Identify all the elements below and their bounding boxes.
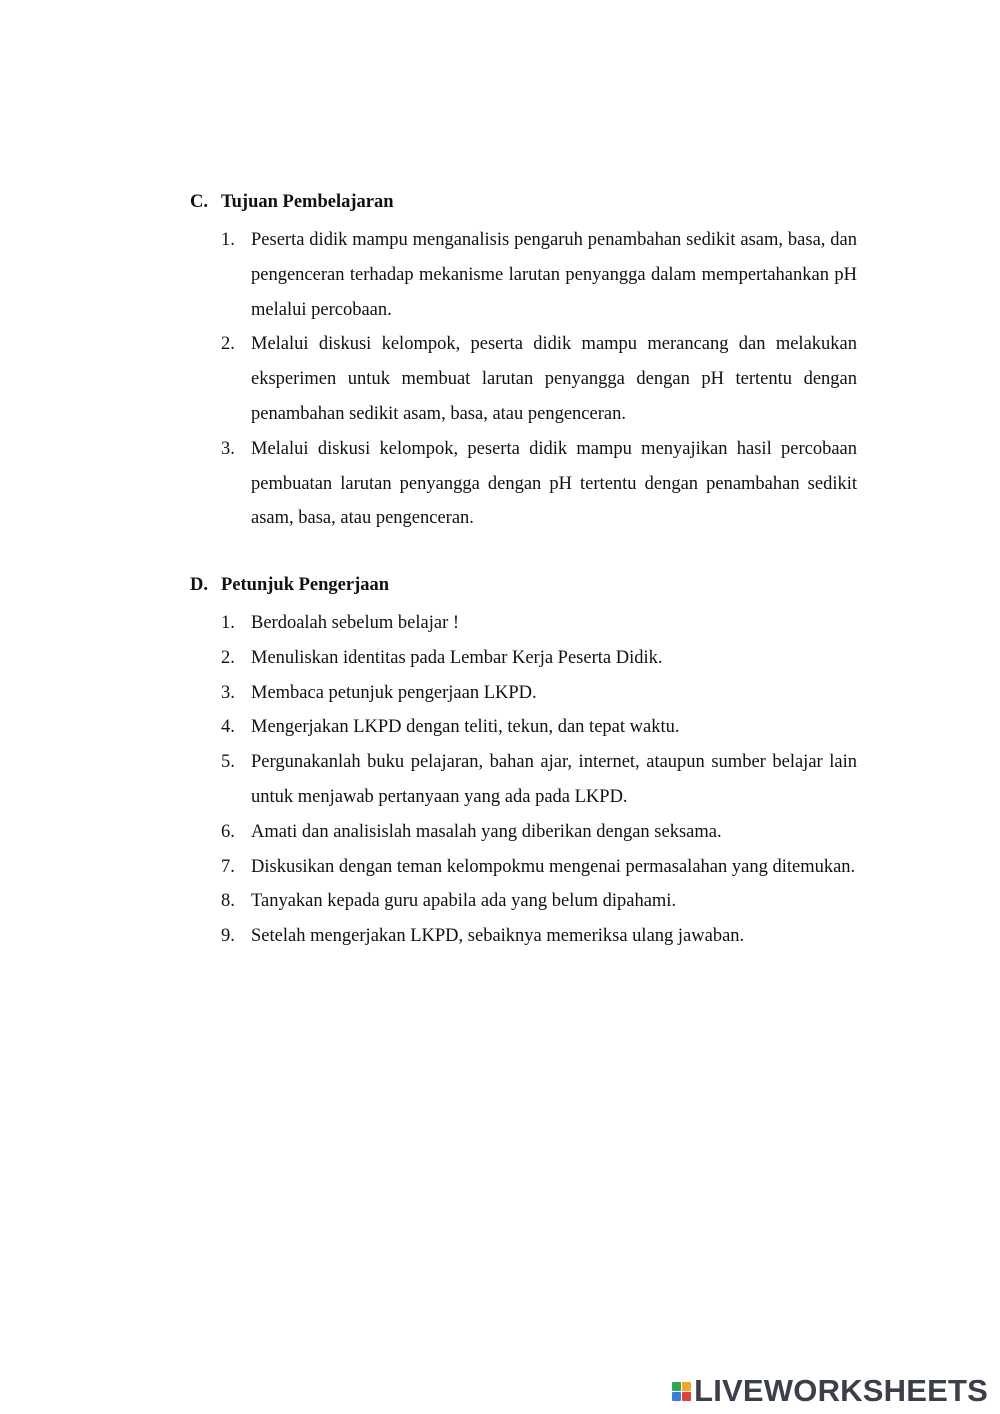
logo-square-green (672, 1382, 681, 1391)
logo-square-blue (672, 1392, 681, 1401)
item-number: 3. (221, 682, 235, 703)
list-item (190, 606, 857, 641)
list-item (190, 815, 857, 850)
item-text: Peserta didik mampu menganalisis pengaruh penambahan sedikit asam, basa, dan pengenceran terhadap mekanisme larutan penyangga dalam mempertahankan pH melalui percobaan. (251, 230, 857, 320)
item-number: 5. (221, 752, 235, 773)
item-text: Setelah mengerjakan LKPD, sebaiknya memeriksa ulang jawaban. (251, 926, 745, 947)
item-text: Mengerjakan LKPD dengan teliti, tekun, dan tepat waktu. (251, 717, 680, 738)
liveworksheets-logo-icon (672, 1382, 691, 1401)
item-text: Membaca petunjuk pengerjaan LKPD. (251, 682, 537, 703)
objectives-list (190, 223, 857, 536)
list-item (190, 745, 857, 815)
item-text: Melalui diskusi kelompok, peserta didik mampu merancang dan melakukan eksperimen untuk membuat larutan penyangga dengan pH tertentu dengan penambahan sedikit asam, basa, atau pengenceran. (251, 334, 857, 424)
list-item (190, 641, 857, 676)
list-item (190, 850, 857, 885)
section-title: Petunjuk Pengerjaan (221, 575, 390, 595)
item-text: Tanyakan kepada guru apabila ada yang belum dipahami. (251, 891, 677, 912)
section-letter: C. (190, 192, 208, 212)
logo-square-orange (682, 1382, 691, 1391)
item-number: 1. (221, 230, 235, 250)
item-number: 8. (221, 891, 235, 912)
item-number: 7. (221, 856, 235, 877)
item-text: Berdoalah sebelum belajar ! (251, 613, 460, 633)
list-item (190, 884, 857, 919)
list-item (190, 710, 857, 745)
instructions-list (190, 606, 857, 954)
logo-square-red (682, 1392, 691, 1401)
item-number: 3. (221, 438, 235, 459)
item-number: 4. (221, 717, 235, 738)
item-text: Diskusikan dengan teman kelompokmu mengenai permasalahan yang ditemukan. (251, 856, 856, 877)
list-item (190, 327, 857, 431)
item-text: Amati dan analisislah masalah yang diberikan dengan seksama. (251, 821, 722, 842)
section-heading (190, 571, 857, 600)
section-title: Tujuan Pembelajaran (221, 192, 394, 212)
section-heading (190, 188, 857, 217)
liveworksheets-logo (672, 1374, 988, 1408)
item-number: 1. (221, 613, 235, 633)
item-number: 2. (221, 647, 235, 668)
logo-text: LIVEWORKSHEETS (694, 1373, 988, 1408)
item-number: 9. (221, 926, 235, 947)
list-item (190, 223, 857, 327)
list-item (190, 432, 857, 536)
section-tujuan-pembelajaran (190, 188, 857, 536)
section-petunjuk-pengerjaan (190, 571, 857, 954)
item-text: Melalui diskusi kelompok, peserta didik mampu menyajikan hasil percobaan pembuatan larutan penyangga dengan pH tertentu dengan penambahan sedikit asam, basa, atau pengenceran. (251, 438, 857, 529)
item-number: 2. (221, 334, 235, 355)
list-item (190, 919, 857, 954)
item-number: 6. (221, 821, 235, 842)
list-item (190, 676, 857, 711)
item-text: Pergunakanlah buku pelajaran, bahan ajar, internet, ataupun sumber belajar lain untuk menjawab pertanyaan yang ada pada LKPD. (251, 752, 857, 807)
item-text: Menuliskan identitas pada Lembar Kerja Peserta Didik. (251, 647, 663, 668)
section-letter: D. (190, 575, 208, 595)
